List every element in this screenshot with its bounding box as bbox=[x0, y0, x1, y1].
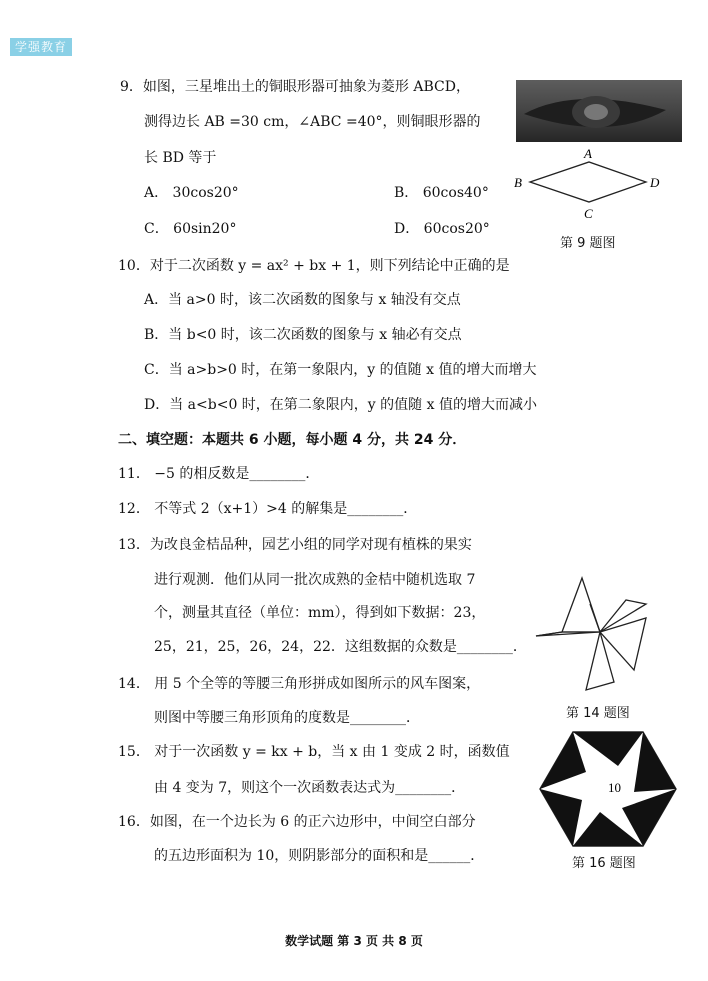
q9-option-c: C． 60sin20° bbox=[144, 221, 237, 237]
q13-line2: 进行观测．他们从同一批次成熟的金桔中随机选取 7 bbox=[154, 572, 476, 588]
artifact-shape-icon bbox=[516, 80, 682, 142]
q16-figure-caption: 第 16 题图 bbox=[572, 856, 636, 871]
q10-option-d: D．当 a<b<0 时，在第二象限内，y 的值随 x 值的增大而减小 bbox=[144, 397, 537, 413]
q9-line1: 9．如图，三星堆出土的铜眼形器可抽象为菱形 ABCD， bbox=[120, 79, 470, 95]
q13-line3: 个，测量其直径（单位：mm），得到如下数据：23， bbox=[154, 605, 486, 621]
q9-option-a: A． 30cos20° bbox=[144, 185, 239, 201]
q9-rhombus-figure bbox=[510, 140, 670, 240]
q10-stem: 10．对于二次函数 y = ax² + bx + 1，则下列结论中正确的是 bbox=[118, 258, 510, 274]
q14-figure-caption: 第 14 题图 bbox=[566, 706, 630, 721]
q9-line3: 长 BD 等于 bbox=[144, 150, 217, 166]
q14-windmill-figure bbox=[534, 570, 668, 698]
q10-option-c: C．当 a>b>0 时，在第一象限内，y 的值随 x 值的增大而增大 bbox=[144, 362, 537, 378]
q12: 12． 不等式 2（x+1）>4 的解集是________． bbox=[118, 501, 418, 517]
q13-line1: 13．为改良金桔品种，园艺小组的同学对现有植株的果实 bbox=[118, 537, 472, 553]
bronze-eye-artifact-photo bbox=[516, 80, 682, 142]
q9-option-b: B． 60cos40° bbox=[394, 185, 489, 201]
vertex-a-label: A bbox=[584, 146, 592, 161]
q16-hexagon-figure bbox=[538, 728, 678, 850]
publisher-logo: 学强教育 bbox=[10, 38, 72, 56]
q9-line2: 测得边长 AB =30 cm，∠ABC =40°，则铜眼形器的 bbox=[144, 114, 481, 130]
q13-line4: 25，21，25，26，24，22．这组数据的众数是________． bbox=[154, 639, 527, 655]
section-fill-in-heading: 二、填空题：本题共 6 小题，每小题 4 分，共 24 分． bbox=[118, 432, 467, 448]
q10-option-a: A．当 a>0 时，该二次函数的图象与 x 轴没有交点 bbox=[144, 292, 461, 308]
q16-line1: 16．如图，在一个边长为 6 的正六边形中，中间空白部分 bbox=[118, 814, 476, 830]
q15-line1: 15． 对于一次函数 y = kx + b，当 x 由 1 变成 2 时，函数值 bbox=[118, 744, 510, 760]
q16-line2: 的五边形面积为 10，则阴影部分的面积和是______． bbox=[154, 848, 485, 864]
vertex-c-label: C bbox=[584, 206, 593, 221]
vertex-b-label: B bbox=[514, 175, 522, 190]
pentagon-area-label: 10 bbox=[608, 780, 621, 795]
q14-line2: 则图中等腰三角形顶角的度数是________． bbox=[154, 710, 420, 726]
q9-figure-caption: 第 9 题图 bbox=[560, 236, 616, 251]
vertex-d-label: D bbox=[650, 175, 660, 190]
q9-option-d: D． 60cos20° bbox=[394, 221, 490, 237]
q10-option-b: B．当 b<0 时，该二次函数的图象与 x 轴必有交点 bbox=[144, 327, 462, 343]
page-footer: 数学试题 第 3 页 共 8 页 bbox=[285, 934, 423, 948]
q11: 11． −5 的相反数是________． bbox=[118, 466, 320, 482]
q14-line1: 14． 用 5 个全等的等腰三角形拼成如图所示的风车图案， bbox=[118, 676, 481, 692]
q15-line2: 由 4 变为 7，则这个一次函数表达式为________． bbox=[154, 780, 466, 796]
